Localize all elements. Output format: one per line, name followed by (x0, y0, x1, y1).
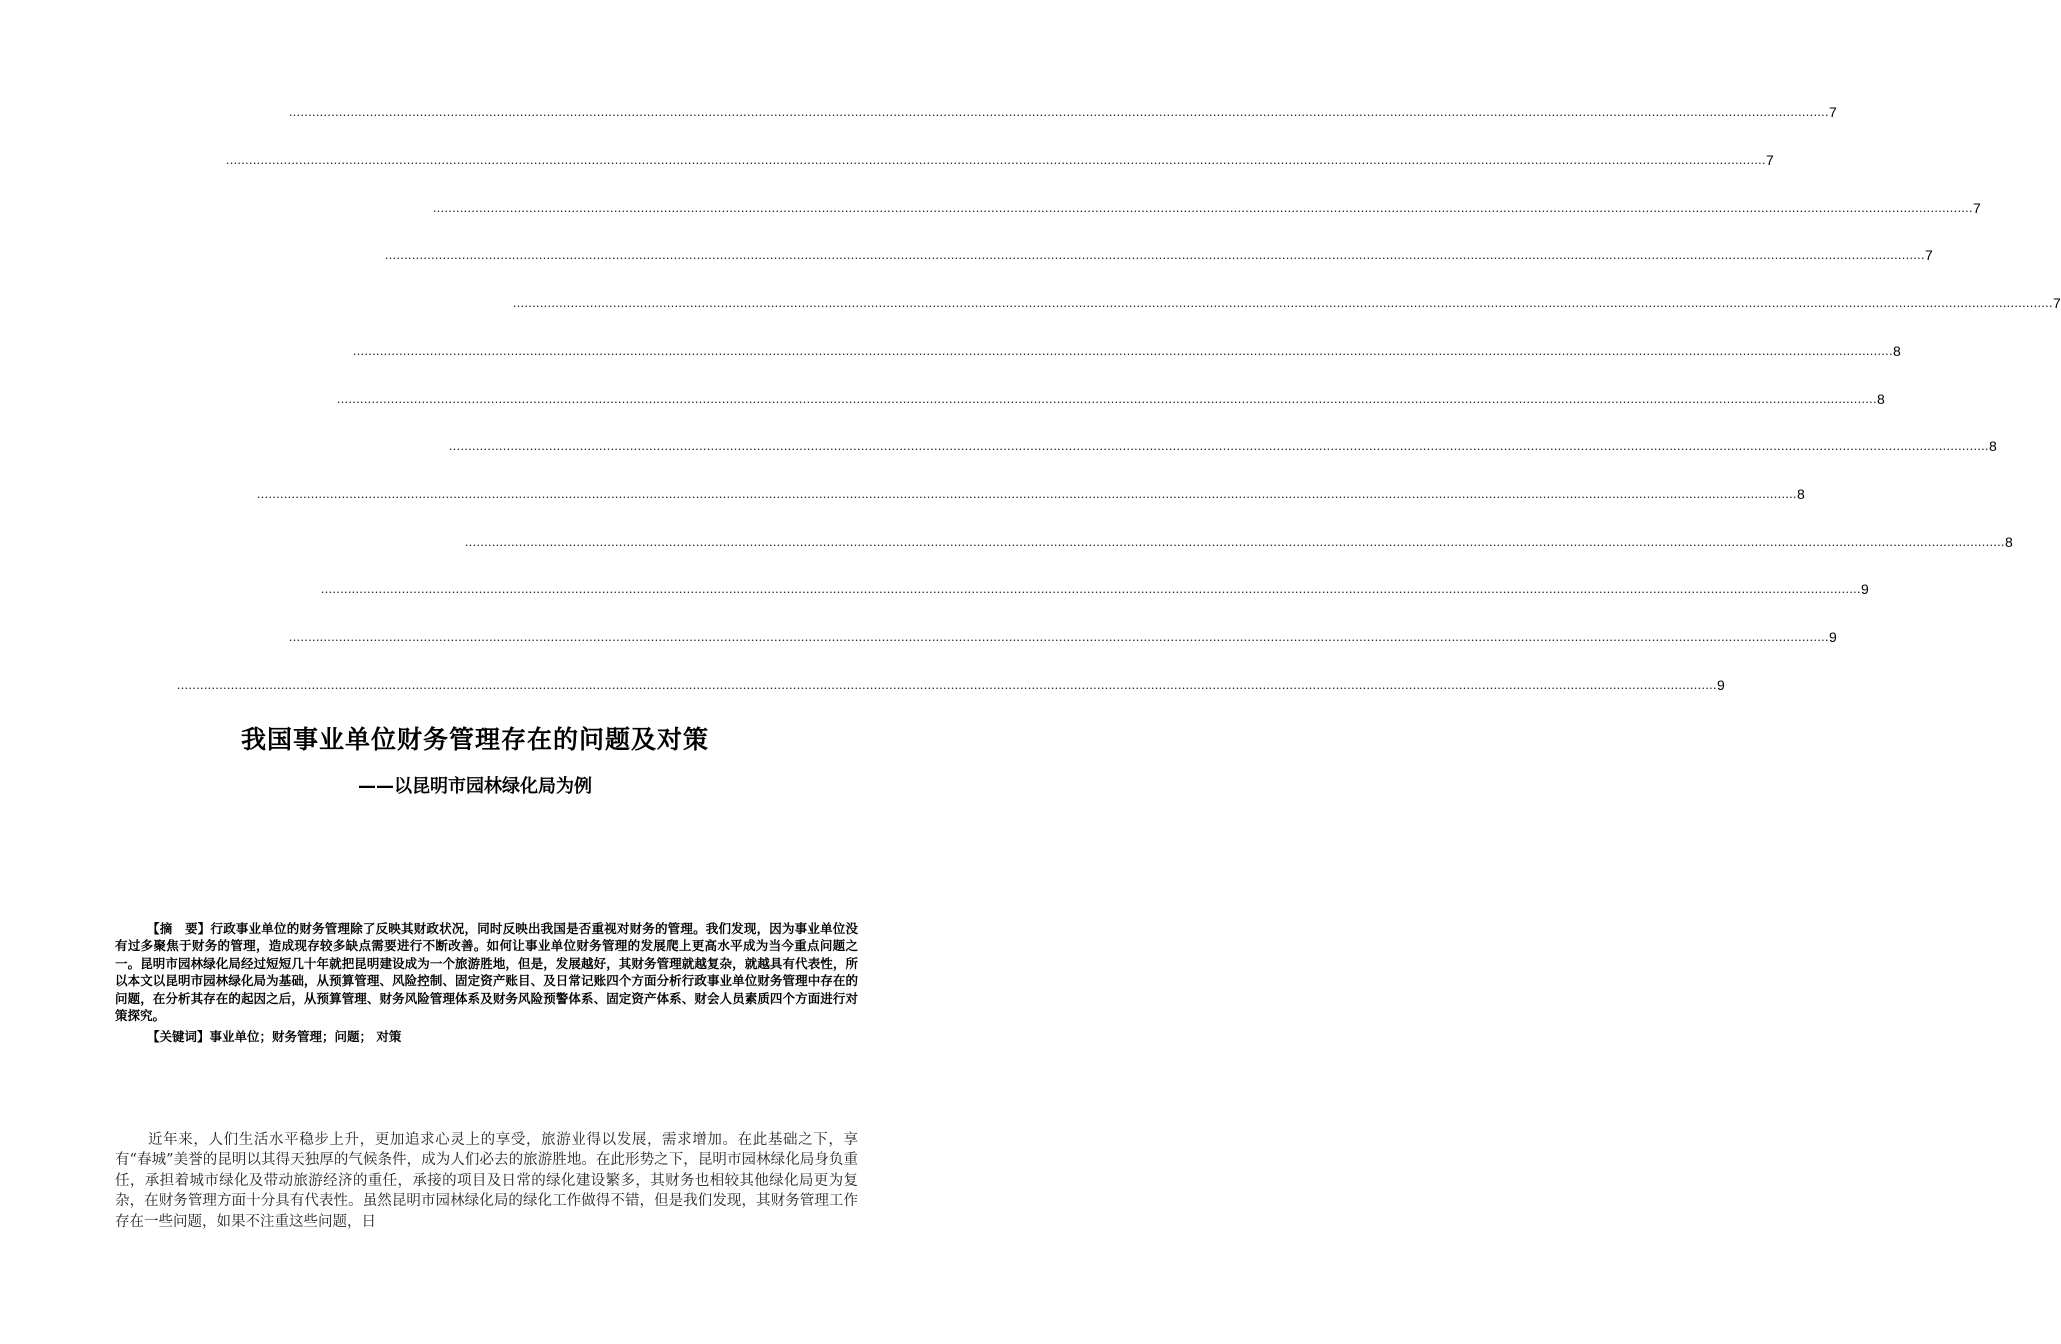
toc-page-number: 8 (1797, 486, 1805, 502)
toc-page-number: 9 (1717, 677, 1725, 693)
toc-page-number: 8 (1989, 438, 1997, 454)
toc-leader-dots: ................................................................................................................................................................................................................................................................................................................................................................................................................ (513, 295, 2053, 310)
document-title: 我国事业单位财务管理存在的问题及对策 (240, 725, 709, 754)
toc-entry[interactable] (353, 341, 1901, 361)
toc-page-number: 8 (2005, 534, 2013, 550)
toc-page-number: 9 (1861, 581, 1869, 597)
toc-entry[interactable] (257, 484, 1805, 504)
toc-page-number: 8 (1893, 343, 1901, 359)
toc-leader-dots: ................................................................................................................................................................................................................................................................................................................................................................................................................ (226, 152, 1766, 167)
toc-leader-dots: ................................................................................................................................................................................................................................................................................................................................................................................................................ (337, 391, 1877, 406)
toc-leader-dots: ................................................................................................................................................................................................................................................................................................................................................................................................................ (289, 629, 1829, 644)
toc-leader-dots: ................................................................................................................................................................................................................................................................................................................................................................................................................ (433, 200, 1973, 215)
toc-page-number: 7 (2053, 295, 2061, 311)
toc-entry[interactable] (449, 436, 1997, 456)
keywords-paragraph (147, 1028, 847, 1046)
keywords-label: 【关键词】 (147, 1029, 210, 1044)
toc-entry[interactable] (337, 389, 1885, 409)
toc-entry[interactable] (385, 245, 1933, 265)
body-paragraph: 近年来，人们生活水平稳步上升，更加追求心灵上的享受，旅游业得以发展，需求增加。在此基础之下，享有“春城”美誉的昆明以其得天独厚的气候条件，成为人们必去的旅游胜地。在此形势之下，昆明市园林绿化局身负重任，承担着城市绿化及带动旅游经济的重任，承接的项目及日常的绿化建设繁多，其财务也相较其他绿化局更为复杂，在财务管理方面十分具有代表性。虽然昆明市园林绿化局的绿化工作做得不错，但是我们发现，其财务管理工作存在一些问题，如果不注重这些问题，日 (115, 1132, 858, 1230)
toc-leader-dots: ................................................................................................................................................................................................................................................................................................................................................................................................................ (449, 438, 1989, 453)
toc-leader-dots: ................................................................................................................................................................................................................................................................................................................................................................................................................ (289, 104, 1829, 119)
toc-entry[interactable] (465, 532, 2013, 552)
toc-leader-dots: ................................................................................................................................................................................................................................................................................................................................................................................................................ (465, 534, 2005, 549)
toc-page-number: 7 (1829, 104, 1837, 120)
abstract-label: 【摘 要】 (147, 921, 211, 936)
toc-leader-dots: ................................................................................................................................................................................................................................................................................................................................................................................................................ (385, 247, 1925, 262)
toc-page-number: 9 (1829, 629, 1837, 645)
toc-leader-dots: ................................................................................................................................................................................................................................................................................................................................................................................................................ (353, 343, 1893, 358)
toc-leader-dots: ................................................................................................................................................................................................................................................................................................................................................................................................................ (321, 581, 1861, 596)
toc-page-number: 7 (1973, 200, 1981, 216)
toc-page-number: 7 (1925, 247, 1933, 263)
toc-entry[interactable] (433, 198, 1981, 218)
toc-entry[interactable] (289, 627, 1837, 647)
toc-entry[interactable] (177, 675, 1725, 695)
document-subtitle: ——以昆明市园林绿化局为例 (358, 776, 592, 797)
abstract-paragraph (115, 920, 858, 1024)
toc-leader-dots: ................................................................................................................................................................................................................................................................................................................................................................................................................ (177, 677, 1717, 692)
toc-entry[interactable] (513, 293, 2061, 313)
keywords-text: 事业单位；财务管理；问题； 对策 (209, 1029, 402, 1044)
toc-entry[interactable] (289, 102, 1837, 122)
toc-page-number: 8 (1877, 391, 1885, 407)
toc-page-number: 7 (1766, 152, 1774, 168)
toc-entry[interactable] (226, 150, 1774, 170)
abstract-text: 行政事业单位的财务管理除了反映其财政状况，同时反映出我国是否重视对财务的管理。我们发现，因为事业单位没有过多聚焦于财务的管理，造成现存较多缺点需要进行不断改善。如何让事业单位财务管理的发展爬上更高水平成为当今重点问题之一。昆明市园林绿化局经过短短几十年就把昆明建设成为一个旅游胜地，但是，发展越好，其财务管理就越复杂，就越具有代表性，所以本文以昆明市园林绿化局为基础，从预算管理、风险控制、固定资产账目、及日常记账四个方面分析行政事业单位财务管理中存在的问题，在分析其存在的起因之后，从预算管理、财务风险管理体系及财务风险预警体系、固定资产体系、财会人员素质四个方面进行对策探究。 (115, 921, 858, 1024)
toc-entry[interactable] (321, 579, 1869, 599)
toc-leader-dots: ................................................................................................................................................................................................................................................................................................................................................................................................................ (257, 486, 1797, 501)
